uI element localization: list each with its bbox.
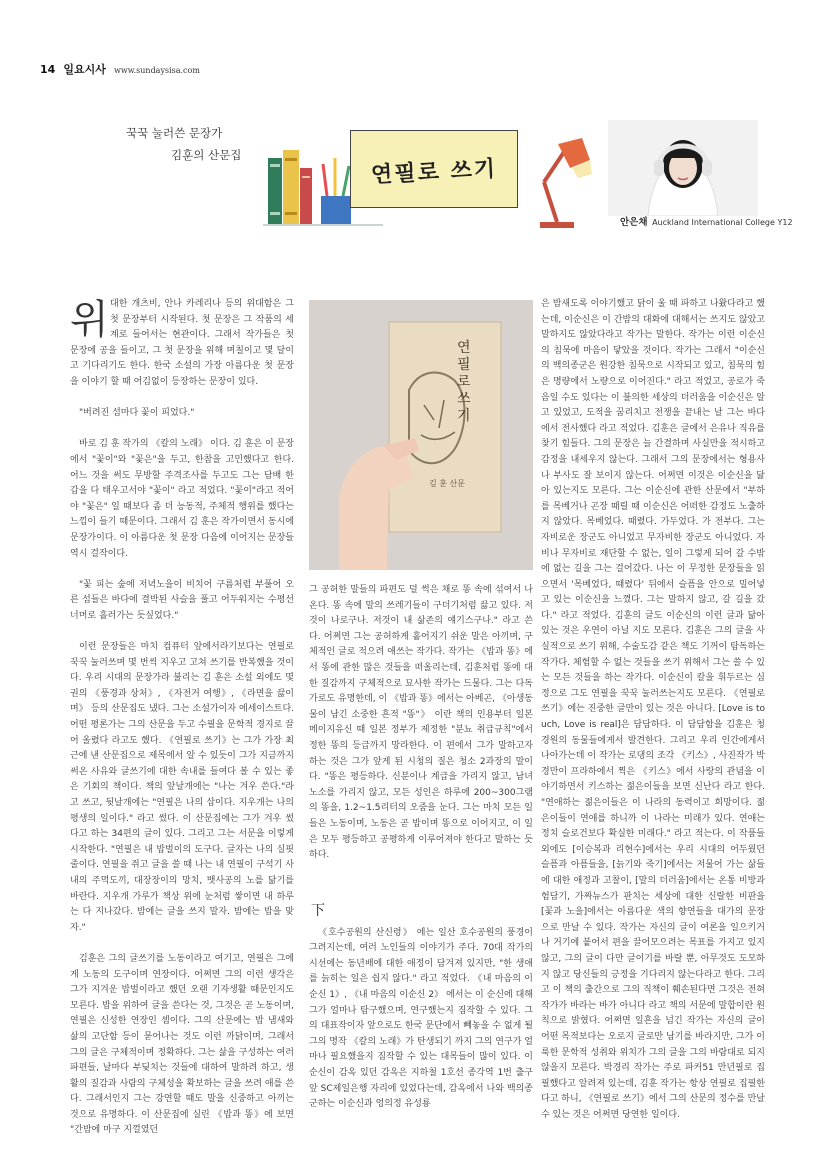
paragraph: 은 밤새도록 이야기했고 닭이 울 때 파하고 나왔다라고 했는데, 이순신은 이 간밤의 대화에 대해서는 쓰지도 않았고 말하지도 않았다라고 작가는 말한다. 작가는 이런 이순신의 침묵에 마음이 닿았을 것이다. 작가는 그래서 "이순신의 백의종군은 원강한 침묵으로 시작되고 있고, 침묵의 힘은 명량에서 노량으로 이어진다." 라고 적었고, 공로가 죽음일 수도 있다는 이 불의한 세상의 더러움을 이순신은 알고 있었고, 도적을 꿈리치고 전쟁을 끝내는 날 그는 바다에서 전사했다 라고 적었다. 김훈은 글에서 은유나 직유를 찾기 힘들다. 그의 문장은 늘 간결하며 사실만을 적시하고 감정을 내세우지 않는다. 그래서 그의 문장에서는 형용사나 부사도 잘 보이지 않는다. 어쩌면 이것은 이순신을 닮아 있는지도 모른다. 그는 이순신에 관한 산문에서 "부하를 목베거나 곤장 때릴 때 이순신은 어떠한 감정도 노출하지 않았다. 목베었다. 때렸다. 가두었다. 가 전부다. 그는 자비로운 장군도 아니었고 무자비한 장군도 아니었다. 자비나 무자비로 재단할 수 없는, 일이 그렇게 되어 갈 수밖에 없는 길을 그는 걸어갔다. 나는 이 무정한 문장들을 읽으면서 '목베었다, 때렸다' 뒤에서 슬픔을 안으로 밀어넣고 있는 이순신을 느꼈다. 그는 말하지 않고, 갈 길을 갔다." 라고 적었다. 김훈의 글도 이순신의 이런 글과 닮아있는 것은 우연이 아닐 지도 모른다. 김훈은 그의 글을 사실적으로 쓰기 위해, 수술도감 같은 책도 기꺼이 탐독하는 작가다. 체험할 수 없는 것들을 쓰기 위해서 그는 쓸 수 있는 모든 것들을 하는 작가다. 이순신이 칼을 휘두르는 심정으로 그도 연필을 꾹꾹 눌러쓰는지도 모른다. 《연필로 쓰기》에는 진중한 글만이 있는 것은 아니다. [Love is touch, Love is real]은 담담하다. 이 담담함을 김훈은 청경원의 동물들에게서 발견한다. 그리고 우리 인간에게서 나아가는데 이 작가는 로댕의 조각 《키스》, 사진작가 박경만이 프라하에서 찍은 《키스》에서 사랑의 관념을 이야기하면서 키스하는 젊은이들을 보면 신난다 라고 한다. "연애하는 젊은이들은 이 나라의 동력이고 희망이다. 젊은이들이 연애를 하니까 이 나라는 미래가 있다. 연애는 정치 슬로건보다 확실한 미래다." 라고 적는다. 이 작품들 외에도 [이승복과 리현수]에서는 우리 시대의 어두웠던 슬픔과 아픔들을, [늙기와 죽기]에서는 저물어 가는 삶들에 대한 애정과 고찰이, [말의 더러움]에서는 온통 비방과 험담기, 가짜뉴스가 판치는 세상에 대한 신랄한 비판을 [꽃과 노을]에서는 아름다운 색의 향연들을 대가의 문장으로 만날 수 있다. 작가는 자신의 글이 여론을 일으키거나 거기에 붙어서 편을 끌어모으려는 목표를 가지고 있지 않고, 그의 글이 다만 글이기를 바랄 뿐, 아무것도 도모하지 않고 당신들의 긍정을 기다리지 않는다라고 한다. 그리고 이 책의 출간으로 그의 직책이 훼손된다면 그것은 전혀 작가가 바라는 바가 아니다 라고 책의 서문에 말합이란 원칙으로 밝혔다. 어쩌면 일흔을 넘긴 작가는 자신의 글이 어떤 목적보다는 오로지 글로만 남기를 바라지만, 그가 이룩한 문학적 성취와 위치가 그의 글을 그의 바람대로 되지 않을지 모른다. 박경리 작가는 주로 파커51 만년필로 집필했다고 알려져 있는데, 김훈 작가는 항상 연필로 집필한다고 하니, 《연필로 쓰기》에서 그의 산문의 정수를 만날 수 있는 것은 어쩌면 당연한 일이다.: [541, 299, 765, 1120]
book-cover-author: 김 훈 산문: [429, 479, 465, 488]
article-column-3: [541, 297, 765, 1123]
author-affiliation: Auckland International College Y12: [652, 218, 793, 227]
author-name: 안은채: [620, 217, 648, 228]
quote-paragraph: "꽃 피는 숲에 저녁노을이 비치어 구름처럼 부풀어 오른 섬들은 바다에 결박된 사슬을 풀고 어두워지는 수평선 너머로 흘러가는 듯싶었다.": [70, 579, 294, 621]
section-subhead: 下: [311, 903, 325, 919]
book-cover-title: 연필로 쓰기: [457, 340, 471, 424]
paragraph: 김훈은 그의 글쓰기를 노동이라고 여기고, 연필은 그에게 노동의 도구이며 연장이다. 어쩌면 그의 이런 생각은 그가 지겨운 밥벌이라고 했던 오랜 기자생활 때문인지도 모른다. 밥을 위하여 글을 쓴다는 것, 그것은 곧 노동이며, 연필은 신성한 연장인 셈이다. 그의 산문에는 밥 냄새와 삶의 고단함 등이 묻어나는 것도 이런 까닭이며, 그래서 그의 글은 구체적이며 정확하다. 그는 삶을 구성하는 여러 파편들, 날마다 부딪치는 것들에 대하여 말하려 하고, 생활의 질감과 사람의 구체성을 확보하는 글을 쓰려 애를 쓴다. 그래서인지 그는 강연할 때도 말을 신중하고 아끼는 것으로 유명하다. 이 산문집에 실린 《밥과 똥》에 보면 "간밤에 마구 지껄였던: [70, 953, 294, 1136]
publication-url[interactable]: www.sundaysisa.com: [114, 66, 200, 75]
paragraph: 바로 김 훈 작가의 《칼의 노래》 이다. 김 훈은 이 문장에서 "꽃이"와 "꽃은"을 두고, 한참을 고민했다고 한다. 어느 것을 써도 무방할 주격조사를 두고도 그는 담배 한 갑을 다 태우고서야 "꽃이" 라고 적었다. "꽃이"라고 적어야 "꽃은" 일 때보다 좀 더 능동적, 주체적 행위를 했다는 느낌이 들기 때문이다. 그래서 김 훈은 작가이면서 동시에 문장가이다. 이 아름다운 첫 문장 다음에 이어지는 문장들 역시 걸작이다.: [70, 439, 294, 559]
paragraph: 그 공허한 말들의 파편도 덜 썩은 채로 똥 속에 섞여서 나온다. 똥 속에 말의 쓰레기들이 구더기처럼 끓고 있다. 저것이 나로구나. 저것이 내 삶존의 얘기스구나." 라고 쓴다. 어쩌면 그는 공허하게 흩어지기 쉬운 말은 아끼며, 구체적인 글로 적으려 애쓰는 작가다. 작가는 《밥과 똥》에서 똥에 관한 많은 것들을 떠올리는데, 김훈처럼 똥에 대한 질감까지 구체적으로 묘사한 작가는 드물다. 그는 다독가로도 유명한데, 이 《밥과 똥》에서는 아베곤, 《아생동물이 남긴 소중한 흔적 "똥"》 이란 책의 인용부터 일본 메이지유신 때 일본 정부가 제정한 "분뇨 취급규칙"에서 정한 똥의 등급까지 망라한다. 이 편에서 그가 말하고자 하는 것은 그가 앞게 된 시청의 질은 청소 2과장의 말이다. "똥은 평등하다. 신분이나 계급을 가리지 않고, 남녀노소를 가리지 않고, 모든 성인은 하루에 200~300그램의 똥을, 1.2~1.5리터의 오줌을 눈다. 그는 마치 모든 일들은 노동이며, 노동은 곧 밥이며 똥으로 이어지고, 이 일은 모두 평등하고 공평하게 이루어져야 한다고 말하는 듯하다.: [309, 585, 533, 861]
paragraph: 대한 개츠비, 안나 카레리나 등의 위대함은 그 첫 문장부터 시작된다. 첫 문장은 그 작품의 세계로 들어서는 현관이다. 그래서 작가들은 첫 문장에 공을 들이고, 그 첫 문장을 위해 며칠이고 몇 달이고 기다리기도 한다. 한국 소설의 가장 아름다운 첫 문장을 이야기 할 때 어김없이 등장하는 문장이 있다.: [70, 299, 294, 387]
page-number: 14: [40, 63, 56, 76]
book-photo: [309, 300, 533, 570]
author-byline: [620, 214, 793, 228]
banner-subtitle-2: 김훈의 산문집: [171, 148, 242, 162]
column-title-box: [350, 130, 518, 208]
page-header: [40, 58, 800, 76]
quote-paragraph: "버려진 섬마다 꽃이 피었다.": [79, 408, 195, 419]
author-photo: [608, 120, 758, 216]
drop-cap: 위: [70, 297, 109, 343]
headphones-portrait-image: [608, 120, 758, 216]
banner-subtitle-1: 꾹꾹 눌러쓴 문장가: [126, 126, 223, 140]
paragraph: 이런 문장들은 마치 컴퓨터 앞에서라기보다는 연필로 꾹꾹 눌러쓰며 몇 번씩 지우고 고쳐 쓰기를 반복했을 것이다. 우리 시대의 문장가라 불리는 김 훈은 소설 외에도 몇 권의 《풍경과 상처》, 《자전거 여행》, 《라면을 끓이며》 등의 산문집도 냈다. 그는 소설가이자 에세이스트다. 어떤 평론가는 그의 산문을 두고 수필을 문학적 경지로 끌어 올렸다 라고도 했다. 《연필로 쓰기》는 그가 가장 최근에 낸 산문집으로 제목에서 알 수 있듯이 그가 지금까지 써온 사유와 글쓰기에 대한 속내를 들여다 볼 수 있는 좋은 기회의 책이다. 책의 앞날개에는 "나는 겨우 쓴다."라고 쓰고, 뒷날개에는 "연필은 나의 삽이다. 지우개는 나의 평생의 일이다." 라고 썼다. 이 산문집에는 그가 겨우 썼다고 하는 34편의 글이 있다. 그리고 그는 서문을 이렇게 시작한다. "연필은 내 밥벌이의 도구다. 글자는 나의 실핏줄이다. 연필을 쥐고 글을 쓸 때 나는 내 연필이 구석기 사내의 주먹도끼, 대장장이의 망치, 뱃사공의 노를 닮기를 바란다. 지우개 가루가 책상 위에 눈처럼 쌓이면 내 하루는 다 지나갔다. 밤에는 글을 쓰지 말자. 밤에는 밥을 맞자.": [70, 642, 294, 933]
article-column-1: [70, 297, 294, 1139]
publication-name: 일요시사: [63, 63, 106, 76]
column-title: 연필로 쓰기: [370, 156, 498, 189]
paragraph: 《호수공원의 산신령》 에는 일산 호수공원의 풍경이 그려지는데, 여러 노인들의 이야기가 주다. 70대 작가의 시선에는 동년배에 대한 애정이 담겨져 있지만, "한 생애를 늙히는 일은 쉽지 않다." 라고 적었다. 《내 마음의 이순신 1》, 《내 마음의 이순신 2》 에서는 이 순신에 대해 그가 얼마나 탐구했으며, 연구했는지 짐작할 수 있다. 그의 대표작이자 앞으로도 한국 문단에서 빼놓을 수 없게 될 그의 명작 《칼의 노래》가 탄생되기 까지 그의 연구가 얼마나 필요했을지 짐작할 수 있는 대목들이 많이 있다. 이순신이 감옥 있던 감옥은 지하철 1호선 종각역 1번 출구 앞 SC제일은행 자리에 있었다는데, 감옥에서 나와 백의종군하는 이순신과 엉의정 유성룡: [309, 927, 533, 1110]
hand-holding-book-image: [309, 300, 533, 570]
desk-lamp-illustration: [520, 130, 600, 230]
article-column-2: [309, 583, 533, 1113]
